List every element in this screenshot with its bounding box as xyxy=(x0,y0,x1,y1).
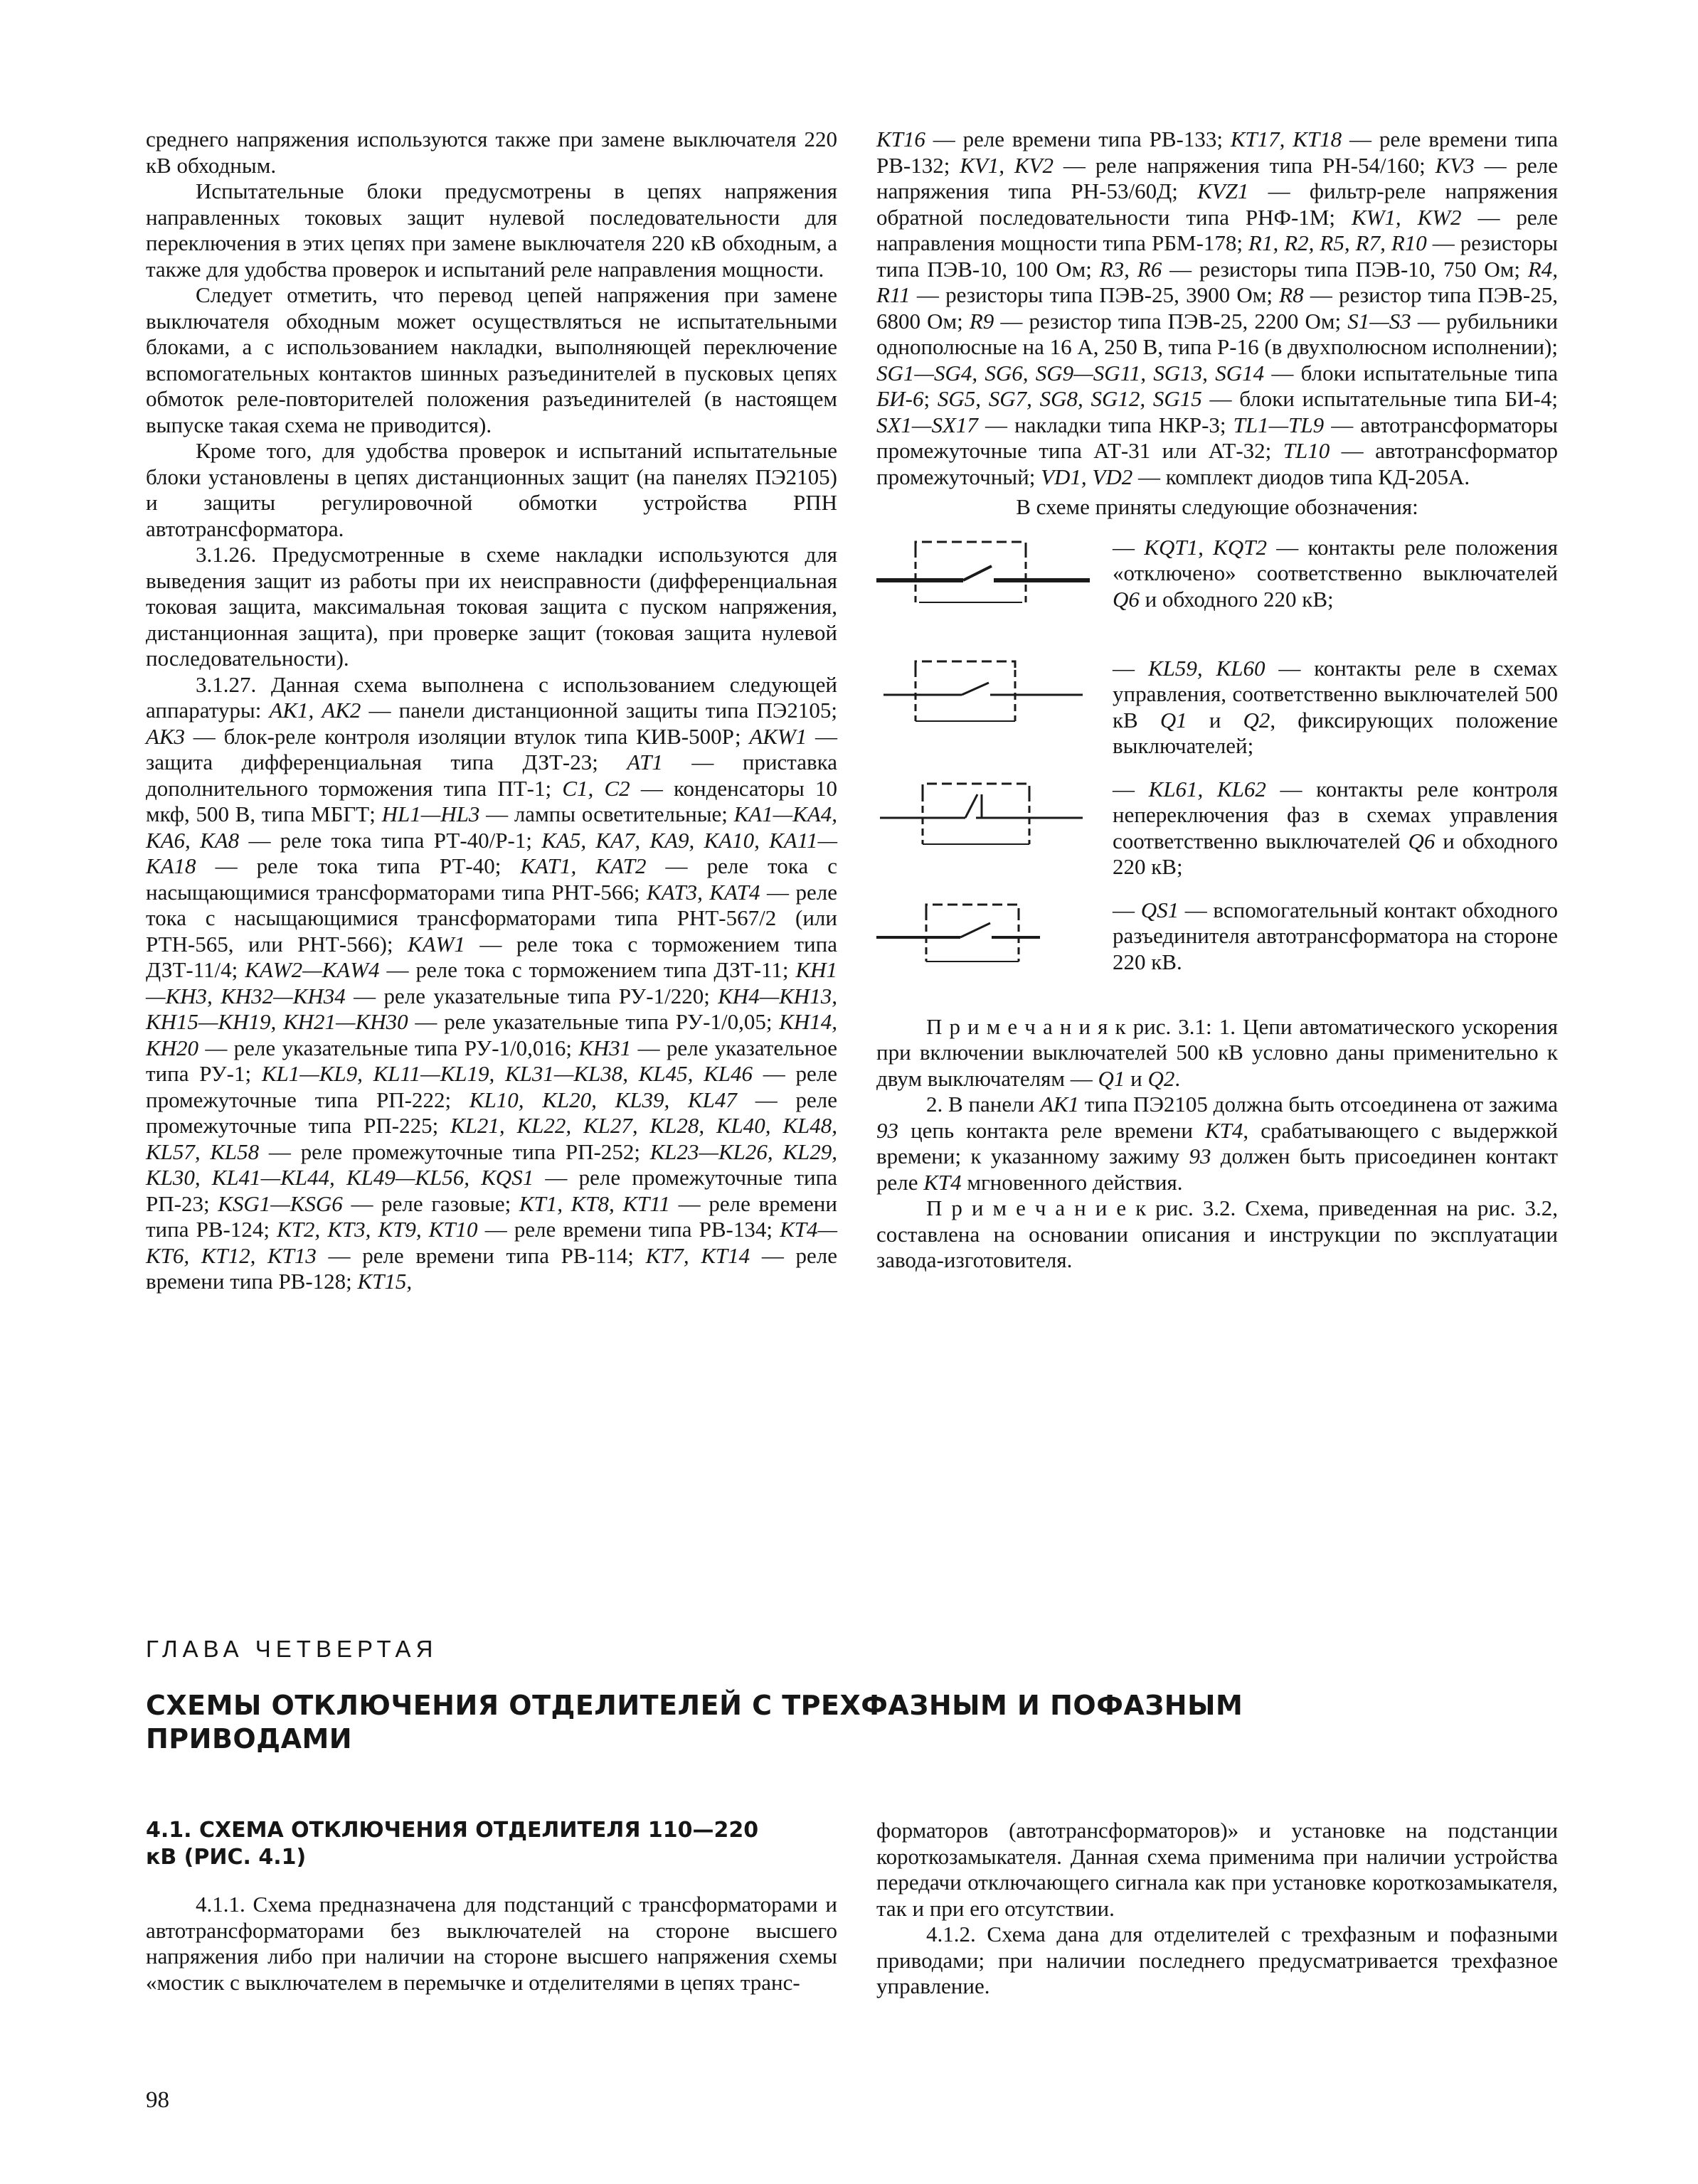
note-fig-3-2: П р и м е ч а н и е к рис. 3.2. Схема, приведенная на рис. 3.2, составлена на основании описания и инструкции по эксплуатации завода-изготовителя. xyxy=(876,1195,1558,1272)
paragraph: форматоров (автотрансформаторов)» и установке на подстанции короткозамыкателя. Данная схема применима при наличии устройства передачи отключающего сигнала как при установке короткозамыкателя, так и при его отсутствии. xyxy=(876,1818,1558,1921)
section-right-column xyxy=(876,1818,1558,2000)
section-left-column xyxy=(146,1892,837,1996)
legend-text: — KL59, KL60 — контакты реле в схемах управления, соответственно выключателей 500 кВ Q1 и Q2, фиксирующих положение выключателей; xyxy=(1113,655,1559,758)
legend-intro: В схеме приняты следующие обозначения: xyxy=(1016,494,1418,519)
paragraph: 4.1.1. Схема предназначена для подстанций с трансформаторами и автотрансформаторами без выключателей на стороне высшего напряжения либо при наличии на стороне высшего напряжения схемы «мостик с выключателем в перемычке и отделителями в цепях транс- xyxy=(146,1892,837,1995)
paragraph: Следует отметить, что перевод цепей напряжения при замене выключателя обходным может осуществляться не испытательными блоками, а с использованием накладки, выполняющей переключение вспомогательных контактов шинных разъединителей в пусковых цепях обмоток реле-повторителей положения разъединителей (в настоящем выпуске такая схема не приводится). xyxy=(146,282,837,437)
equipment-list-paragraph: 3.1.27. Данная схема выполнена с использованием следующей аппаратуры: АК1, АК2 — панели дистанционной защиты типа ПЭ2105; АК3 — блок-реле контроля изоляции втулок типа КИВ-500Р; АКW1 — защита дифференциальная типа ДЗТ-23; АТ1 — приставка дополнительного торможения типа ПТ-1; С1, С2 — конденсаторы 10 мкф, 500 В, типа МБГТ; HL1—HL3 — лампы осветительные; КА1—КА4, КА6, КА8 — реле тока типа РТ-40/Р-1; КА5, КА7, КА9, КА10, КА11—КА18 — реле тока типа РТ-40; КАТ1, КАТ2 — реле тока с насыщающимися трансформаторами типа РНТ-566; КАТ3, КАТ4 — реле тока с насыщающимися трансформаторами типа РНТ-567/2 (или РТН-565, или РНТ-566); КАW1 — реле тока с торможением типа ДЗТ-11/4; КАW2—КАW4 — реле тока с торможением типа ДЗТ-11; КН1—КН3, КН32—КН34 — реле указательные типа РУ-1/220; КН4—КН13, КН15—КН19, КН21—КН30 — реле указательные типа РУ-1/0,05; КН14, КН20 — реле указательные типа РУ-1/0,016; КН31 — реле указательное типа РУ-1; КL1—КL9, КL11—КL19, КL31—КL38, КL45, КL46 — реле промежуточные типа РП-222; КL10, КL20, КL39, КL47 — реле промежуточные типа РП-225; КL21, КL22, КL27, КL28, КL40, КL48, КL57, КL58 — реле промежуточные типа РП-252; КL23—КL26, КL29, КL30, КL41—КL44, КL49—КL56, КQS1 — реле промежуточные типа РП-23; КSG1—КSG6 — реле газовые; КТ1, КТ8, КТ11 — реле времени типа РВ-124; КТ2, КТ3, КТ9, КТ10 — реле времени типа РВ-134; КТ4—КТ6, КТ12, КТ13 — реле времени типа РВ-114; КТ7, КТ14 — реле времени типа РВ-128; КТ15, xyxy=(146,671,838,1294)
contact-symbol-icon xyxy=(876,535,1113,641)
chapter-title: СХЕМЫ ОТКЛЮЧЕНИЯ ОТДЕЛИТЕЛЕЙ С ТРЕХФАЗНЫМ И ПОФАЗНЫМ ПРИВОДАМИ xyxy=(146,1690,1243,1754)
note-fig-3-1: П р и м е ч а н и я к рис. 3.1: 1. Цепи автоматического ускорения при включении выключателей 500 кВ условно даны применительно к двум выключателям — Q1 и Q2. xyxy=(876,1013,1558,1091)
legend-text: — KQT1, KQT2 — контакты реле положения «отключено» соответственно выключателей Q6 и обходного 220 кВ; xyxy=(1113,534,1558,612)
contact-symbol-icon xyxy=(876,777,1113,883)
paragraph: Испытательные блоки предусмотрены в цепях напряжения направленных токовых защит нулевой последовательности для переключения в этих цепях при замене выключателя 220 кВ обходным, а также для удобства проверок и испытаний реле направления мощности. xyxy=(146,179,837,282)
paragraph: среднего напряжения используются также при замене выключателя 220 кВ обходным. xyxy=(146,127,837,178)
legend-text: — QS1 — вспомогательный контакт обходного разъединителя автотрансформатора на стороне 220 кВ. xyxy=(1113,897,1559,974)
paragraph: Кроме того, для удобства проверок и испытаний испытательные блоки установлены в цепях дистанционных защит (на панелях ПЭ2105) и защиты регулировочной обмотки устройства РПН автотрансформатора. xyxy=(146,438,837,541)
left-column xyxy=(146,127,837,1295)
legend-text: — KL61, KL62 — контакты реле контроля непереключения фаз в схемах управления соответственно выключателей Q6 и обходного 220 кВ; xyxy=(1113,776,1558,879)
paragraph: 4.1.2. Схема дана для отделителей с трехфазным и пофазными приводами; при наличии последнего предусматривается трехфазное управление. xyxy=(876,1922,1558,1998)
section-title: 4.1. СХЕМА ОТКЛЮЧЕНИЯ ОТДЕЛИТЕЛЯ 110—220 кВ (РИС. 4.1) xyxy=(146,1818,759,1870)
legend-item-kqt xyxy=(876,535,1558,641)
contact-symbol-icon xyxy=(876,897,1113,1004)
right-column xyxy=(876,127,1558,1274)
legend-item-kl61 xyxy=(876,777,1558,883)
page-number: 98 xyxy=(146,2087,169,2113)
paragraph: 3.1.26. Предусмотренные в схеме накладки используются для выведения защит из работы при их неисправности (дифференциальная токовая защита, максимальная токовая защита с пуском напряжения, дистанционная защита), при проверке защит (токовая защита нулевой последовательности). xyxy=(146,542,837,671)
legend-item-qs1 xyxy=(876,897,1558,1004)
contact-symbol-icon xyxy=(876,656,1113,762)
legend-item-kl59 xyxy=(876,656,1558,762)
note-fig-3-1-item-2: 2. В панели АК1 типа ПЭ2105 должна быть отсоединена от зажима 93 цепь контакта реле времени КТ4, срабатывающего с выдержкой времени; к указанному зажиму 93 должен быть присоединен контакт реле КТ4 мгновенного действия. xyxy=(876,1092,1559,1195)
equipment-list-continuation: КТ16 — реле времени типа РВ-133; КТ17, КТ18 — реле времени типа РВ-132; КV1, КV2 — реле напряжения типа РН-54/160; КV3 — реле напряжения типа РН-53/60Д; КVZ1 — фильтр-реле напряжения обратной последовательности типа РНФ-1М; КW1, КW2 — реле направления мощности типа РБМ-178; R1, R2, R5, R7, R10 — резисторы типа ПЭВ-10, 100 Ом; R3, R6 — резисторы типа ПЭВ-10, 750 Ом; R4, R11 — резисторы типа ПЭВ-25, 3900 Ом; R8 — резистор типа ПЭВ-25, 6800 Ом; R9 — резистор типа ПЭВ-25, 2200 Ом; S1—S3 — рубильники однополюсные на 16 А, 250 В, типа Р-16 (в двухполюсном исполнении); SG1—SG4, SG6, SG9—SG11, SG13, SG14 — блоки испытательные типа БИ-6; SG5, SG7, SG8, SG12, SG15 — блоки испытательные типа БИ-4; SX1—SX17 — накладки типа НКР-3; TL1—TL9 — автотрансформаторы промежуточные типа АТ-31 или АТ-32; TL10 — автотрансформатор промежуточный; VD1, VD2 — комплект диодов типа КД-205А. xyxy=(876,127,1559,489)
chapter-label: ГЛАВА ЧЕТВЕРТАЯ xyxy=(146,1636,438,1662)
